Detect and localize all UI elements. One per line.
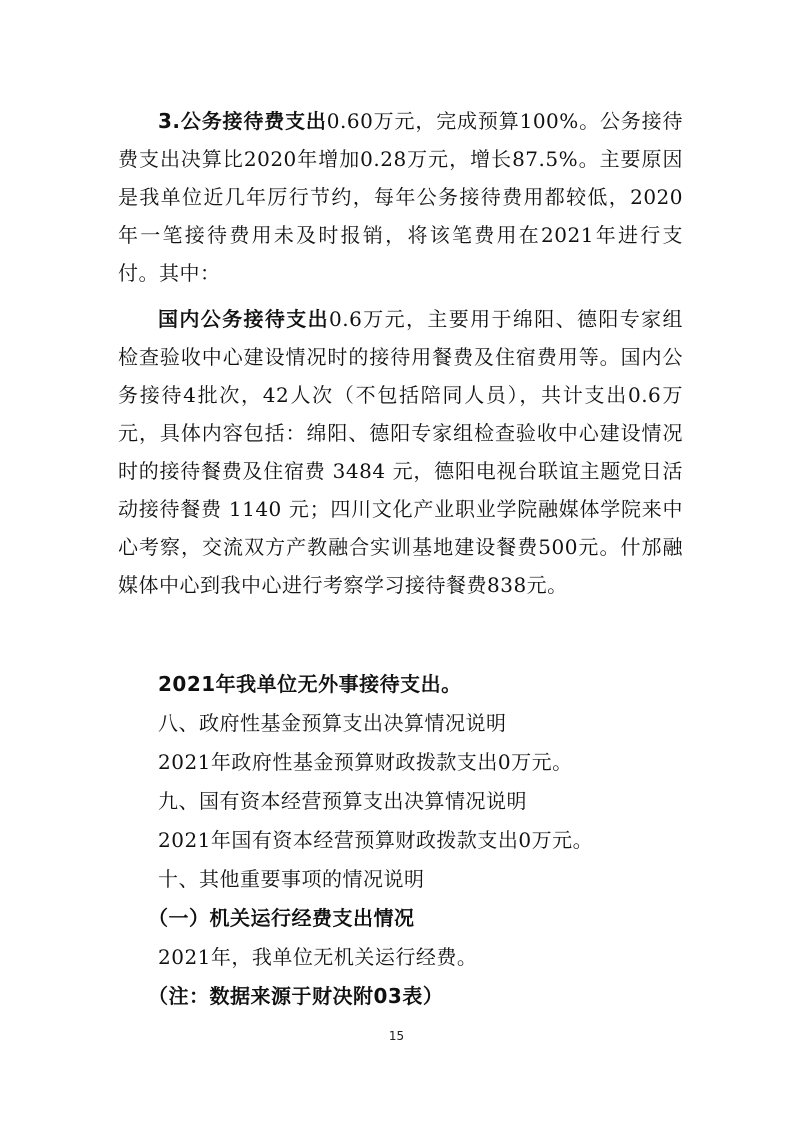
section8-title: 八、政府性基金预算支出决算情况说明 <box>158 711 507 735</box>
paragraph-body-reception-expense: 0.60万元，完成预算100%。公务接待费支出决算比2020年增加0.28万元，增长87.5%。主要原因是我单位近几年厉行节约，每年公务接待费用都较低，2020年一笔接待费用未及时报销，将该笔费用在2021年进行支付。其中： <box>118 109 684 285</box>
page-number: 15 <box>388 1029 405 1043</box>
paragraph-body-domestic-reception: 0.6万元，主要用于绵阳、德阳专家组检查验收中心建设情况时的接待用餐费及住宿费用等。国内公务接待4批次，42人次（不包括陪同人员），共计支出0.6万元，具体内容包括：绵阳、德阳专家组检查验收中心建设情况时的接待餐费及住宿费 3484 元，德阳电视台联谊主题党日活动接待餐费 1140 元；四川文化产业职业学院融媒体学院来中心考察，交流双方产教融合实训基地建设餐费500元。什邡融媒体中心到我中心进行考察学习接待餐费838元。 <box>118 307 684 597</box>
section8-text: 2021年政府性基金预算财政拨款支出0万元。 <box>158 750 573 774</box>
foreign-reception-line: 2021年我单位无外事接待支出。 <box>158 672 462 696</box>
subsection1-text: 2021年，我单位无机关运行经费。 <box>158 945 478 969</box>
subsection1-title: （一）机关运行经费支出情况 <box>148 906 415 930</box>
data-source-note: （注：数据来源于财决附03表） <box>148 984 444 1008</box>
paragraph-lead-domestic-reception: 国内公务接待支出 <box>158 307 330 331</box>
section9-title: 九、国有资本经营预算支出决算情况说明 <box>158 789 527 813</box>
paragraph-reception-expense <box>118 102 683 292</box>
section10-title: 十、其他重要事项的情况说明 <box>158 867 425 891</box>
paragraph-domestic-reception <box>118 300 683 604</box>
paragraph-lead-reception-expense: 3.公务接待费支出 <box>158 109 327 133</box>
section9-text: 2021年国有资本经营预算财政拨款支出0万元。 <box>158 828 594 852</box>
